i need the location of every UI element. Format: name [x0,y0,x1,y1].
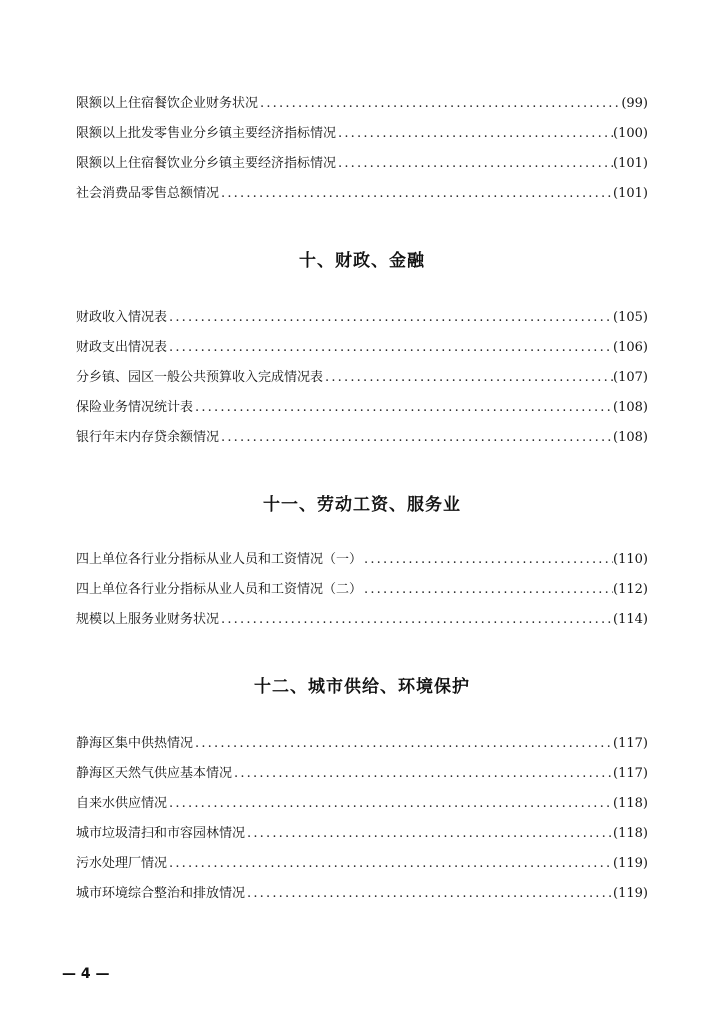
toc-entry-title: 财政支出情况表 [76,340,168,355]
toc-entry-title: 限额以上住宿餐饮企业财务状况 [76,96,259,111]
toc-entry-title: 财政收入情况表 [76,310,168,325]
toc-leader-dots [336,156,613,171]
toc-group-trade [76,92,648,212]
toc-entry [76,306,648,336]
toc-entry-page: (107) [613,370,648,385]
section-heading-finance: 十、财政、金融 [299,251,425,271]
toc-entry [76,852,648,882]
toc-entry-title: 静海区天然气供应基本情况 [76,766,233,781]
toc-leader-dots [219,186,613,201]
toc-entry [76,882,648,912]
toc-entry-title: 自来水供应情况 [76,796,168,811]
toc-entry-page: (112) [613,582,648,597]
section-heading-labor: 十一、劳动工资、服务业 [263,495,461,515]
toc-entry [76,92,648,122]
toc-entry-page: (99) [621,96,648,111]
toc-group-finance [76,306,648,456]
toc-group-city-supply [76,732,648,912]
toc-entry [76,396,648,426]
toc-entry [76,792,648,822]
toc-leader-dots [193,736,613,751]
toc-leader-dots [193,400,613,415]
toc-entry [76,548,648,578]
toc-leader-dots [219,612,613,627]
toc-entry-page: (118) [613,826,648,841]
toc-entry-page: (105) [613,310,648,325]
toc-entry-title: 静海区集中供热情况 [76,736,194,751]
page-number: — 4 — [62,966,110,982]
toc-entry-title: 污水处理厂情况 [76,856,168,871]
toc-leader-dots [245,886,613,901]
toc-entry [76,732,648,762]
toc-entry [76,366,648,396]
toc-entry-page: (114) [613,612,648,627]
toc-entry-page: (101) [613,186,648,201]
toc-entry [76,762,648,792]
toc-leader-dots [232,766,613,781]
toc-entry-page: (101) [613,156,648,171]
toc-entry-page: (119) [613,886,648,901]
toc-entry-title: 四上单位各行业分指标从业人员和工资情况（二） [76,582,363,597]
toc-entry-page: (110) [613,552,648,567]
toc-entry-page: (118) [613,796,648,811]
toc-entry-page: (106) [613,340,648,355]
toc-entry [76,122,648,152]
toc-entry [76,336,648,366]
toc-entry [76,426,648,456]
toc-entry-title: 社会消费品零售总额情况 [76,186,220,201]
toc-entry-page: (117) [613,736,648,751]
toc-entry [76,182,648,212]
toc-leader-dots [362,582,613,597]
toc-entry [76,608,648,638]
toc-entry-title: 规模以上服务业财务状况 [76,612,220,627]
toc-leader-dots [167,340,613,355]
toc-entry-title: 分乡镇、园区一般公共预算收入完成情况表 [76,370,324,385]
toc-entry-page: (117) [613,766,648,781]
section-heading-city-supply: 十二、城市供给、环境保护 [254,677,470,697]
toc-entry-title: 城市垃圾清扫和市容园林情况 [76,826,246,841]
toc-leader-dots [219,430,613,445]
toc-entry [76,822,648,852]
toc-entry-page: (108) [613,430,648,445]
toc-leader-dots [362,552,613,567]
toc-leader-dots [167,310,613,325]
toc-leader-dots [323,370,613,385]
toc-entry-title: 保险业务情况统计表 [76,400,194,415]
toc-entry-title: 银行年末内存贷余额情况 [76,430,220,445]
toc-leader-dots [258,96,621,111]
toc-leader-dots [167,856,613,871]
toc-entry-title: 限额以上住宿餐饮业分乡镇主要经济指标情况 [76,156,337,171]
toc-leader-dots [245,826,613,841]
toc-leader-dots [336,126,613,141]
toc-leader-dots [167,796,613,811]
toc-group-labor [76,548,648,638]
toc-entry-title: 四上单位各行业分指标从业人员和工资情况（一） [76,552,363,567]
toc-entry-page: (100) [613,126,648,141]
toc-entry-page: (108) [613,400,648,415]
toc-entry-title: 城市环境综合整治和排放情况 [76,886,246,901]
toc-entry [76,578,648,608]
toc-entry [76,152,648,182]
toc-entry-title: 限额以上批发零售业分乡镇主要经济指标情况 [76,126,337,141]
toc-entry-page: (119) [613,856,648,871]
